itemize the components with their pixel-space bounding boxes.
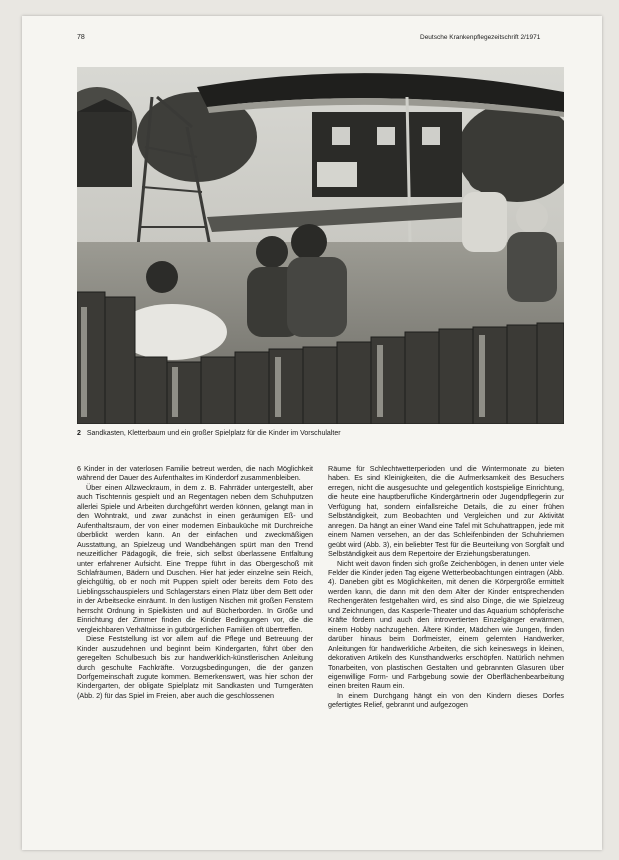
journal-title: Deutsche Krankenpflegezeitschrift 2/1971 (420, 34, 541, 41)
paragraph: Räume für Schlechtwetterperioden und die Wintermonate zu bieten haben. Es sind Kleinigkeiten, die die Aufmerksamkeit des Besuchers erregen, nicht die ausgesuchte und gelegentlich kostspielige Einrichtung, die heute eine hauptberufliche Kindergärtnerin oder Jugendpflegerin zur Verfügung hat, sondern einfallsreiche Details, die zu einer frühen Selbständigkeit, zum Beobachten und Vergleichen und zur Aktivität anregen. Da hängt an einer Wand eine Tafel mit Schuhattrappen, jede mit einem Namen versehen, an der das Schleifenbinden der Schuhriemen geübt wird (Abb. 3), ein beliebter Test für die Beurteilung von Sorgfalt und Selbständigkeit aus dem Repertoire der Erziehungsberatungen. (328, 464, 564, 559)
paragraph: 6 Kinder in der vaterlosen Familie betreut werden, die nach Möglichkeit während der Dauer des Aufenthaltes im Kinderdorf zusammenbleiben. (77, 464, 313, 483)
page-number: 78 (77, 34, 85, 41)
text-column-left (77, 464, 313, 700)
paragraph: Über einen Allzweckraum, in dem z. B. Fahrräder untergestellt, aber auch Tischtennis gespielt und an Regentagen neben dem Schuhputzen allerlei Spiele und Arbeiten durchgeführt werden können, gelangt man in den Wohntrakt, und zwar zunächst in einen geräumigen Eß- und Aufenthaltsraum, der von einer modernen Einbauküche mit Durchreiche überblickt werden kann. An der einfachen und zweckmäßigen Ausstattung, an Spielzeug und Wandbehängen spürt man den Trend neuzeitlicher Pädagogik, die freie, sich selbst überlassene Entfaltung unter erfahrener Aufsicht. Eine Treppe führt in das Obergeschoß mit Schlafräumen, Bädern und Duschen. Hier hat jeder einzelne sein Reich, gleichgültig, ob er noch mit Puppen spielt oder bereits dem Foto des Lieblingsschauspielers und Schlagerstars einen Platz über dem Bett oder in der Arbeitsecke einräumt. In den lustigen Nischen mit großen Fenstern herrscht Ordnung in Spielkisten und auf Bücherborden. In Größe und Einrichtung der Zimmer finden die Kinder Bedingungen vor, die die vergleichbaren Verhältnisse in gutbürgerlichen Familien oft übertreffen. (77, 482, 313, 634)
figure-number: 2 (77, 430, 81, 437)
text-column-right (328, 464, 564, 710)
figure-caption-text: Sandkasten, Kletterbaum und ein großer Spielplatz für die Kinder im Vorschulalter (86, 430, 341, 437)
paragraph: Nicht weit davon finden sich große Zeichenbögen, in denen unter viele Felder die Kinder jeden Tag eigene Wetterbeobachtungen eintragen (Abb. 4). Daneben gibt es Möglichkeiten, mit denen die Körpergröße ermittelt werden kann, die dann mit den dem Alter der Kinder entsprechenden Rechengeräten festgehalten wird, es sind also Dinge, die wie Spielzeug und Zeichnungen, das Kasperle-Theater und das Aquarium schöpferische Kräfte fördern und auch den introvertierten Einzelgänger erwärmen, einem Hobby nachzugehen. Ältere Kinder, Mädchen wie Jungen, finden darüber hinaus beim Dorfmeister, einem gelernten Handwerker, Anleitungen für handwerkliche Arbeiten, die sich keineswegs in kleinen, dekorativen Artikeln des Kunsthandwerks erschöpfen. Natürlich nehmen Tonarbeiten, von plastischen Gestalten und gebrannten Glasuren über eigenwillige Form- und Farbgebung sowie der Oberflächenbearbeitung einen breiten Raum ein. (328, 558, 564, 691)
paragraph: Diese Feststellung ist vor allem auf die Pflege und Betreuung der Kinder auszudehnen und beginnt beim Kindergarten, führt über den geregelten Schulbesuch bis zur handwerklich-künstlerischen Anleitung durch geschulte Fachkräfte. Vorzugsbedingungen, die der ganzen Dorfgemeinschaft zugute kommen. Bemerkenswert, was hier schon der Kindergarten, der obligate Spielplatz mit Sandkasten und Turngeräten (Abb. 2) für das Spiel im Freien, aber auch die geschlossenen (77, 634, 313, 700)
playground-photo (77, 67, 564, 424)
paragraph: In einem Durchgang hängt ein von den Kindern dieses Dorfes gefertigtes Relief, gebrannt und aufgezogen (328, 690, 564, 710)
figure-caption (77, 430, 564, 437)
